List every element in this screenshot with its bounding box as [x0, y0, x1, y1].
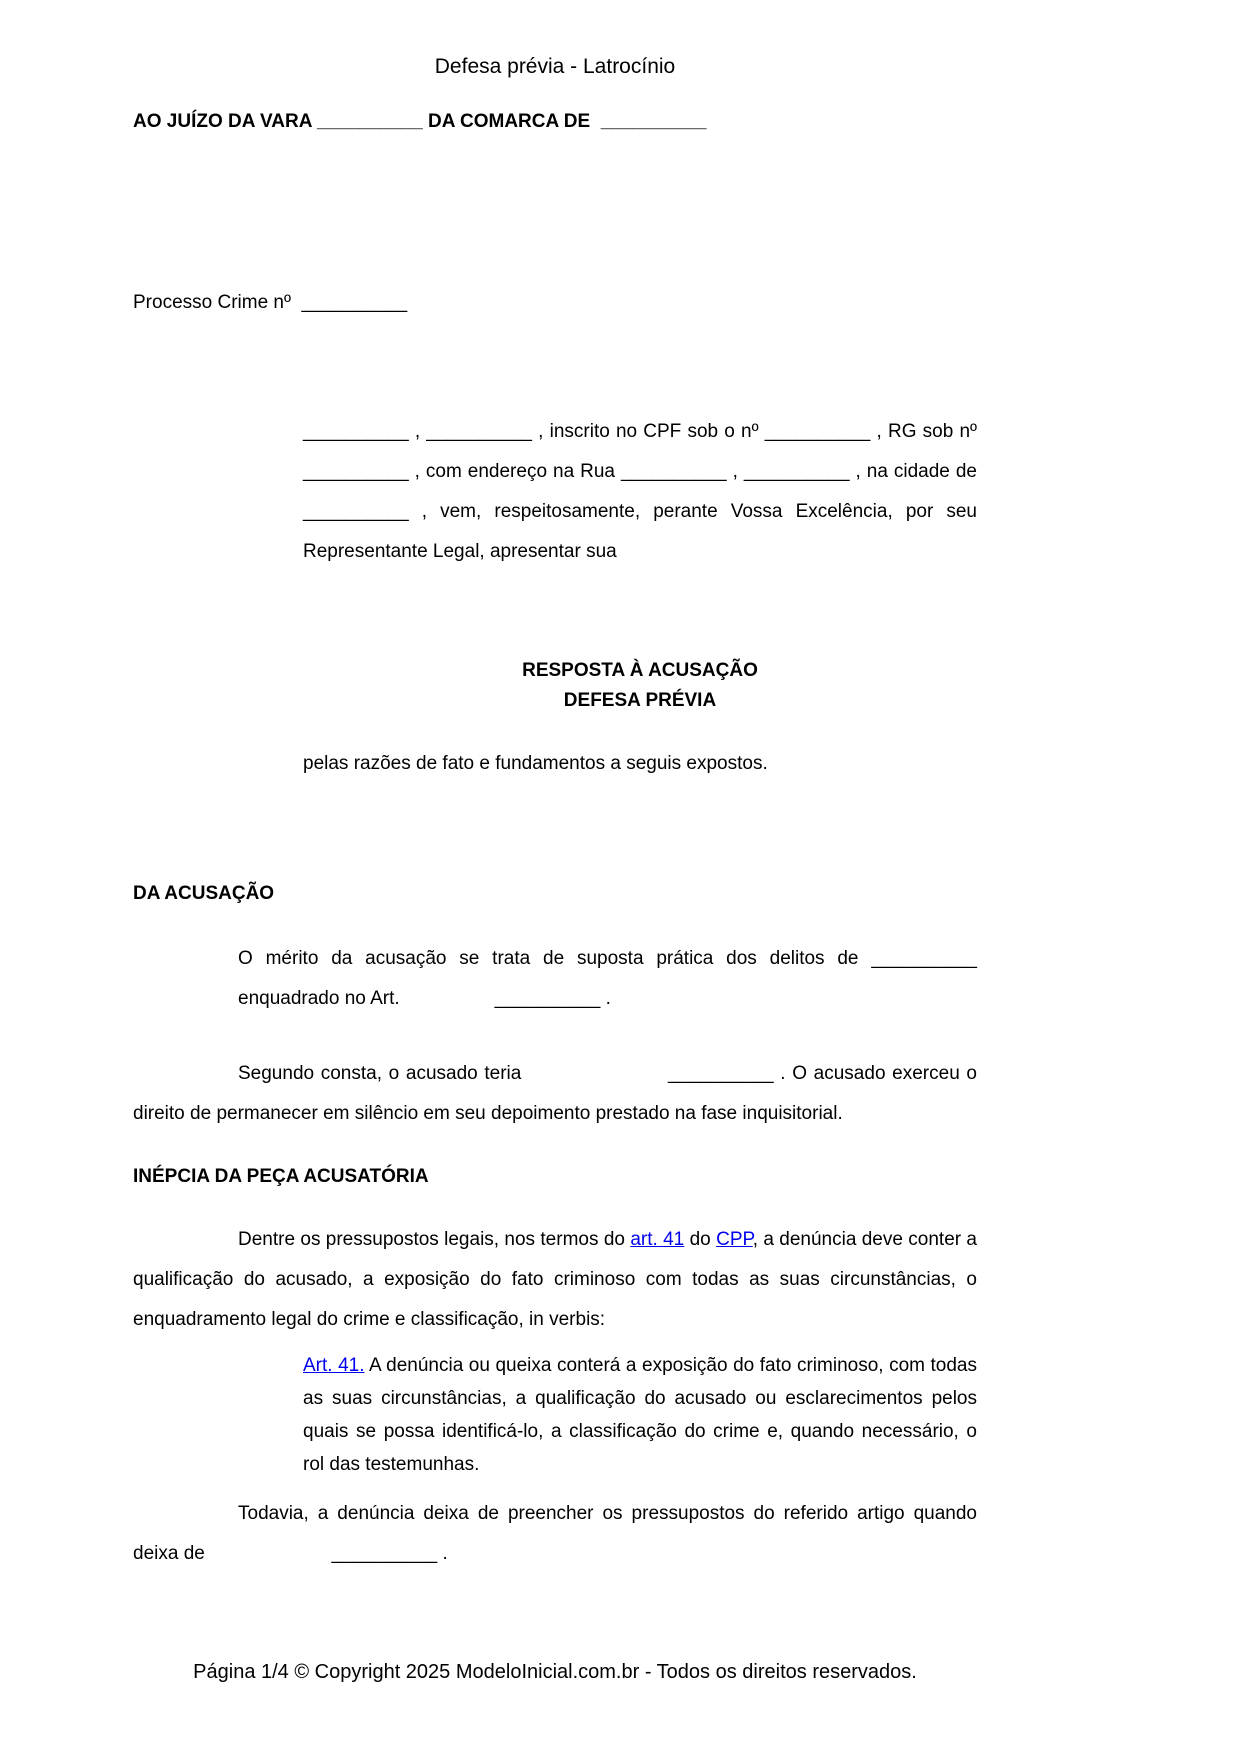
heading-resposta-acusacao: RESPOSTA À ACUSAÇÃO: [522, 660, 758, 681]
link-art-41-quote[interactable]: Art. 41.: [303, 1355, 365, 1376]
quote-text: A denúncia ou queixa conterá a exposição do fato criminoso, com todas as suas circunstâncias, a qualificação do acusado ou esclarecimentos pelos quais se possa identificá-lo, a classificação do crime e, quando necessário, o rol das testemunhas.: [303, 1355, 977, 1475]
paragraph-text: do: [684, 1229, 717, 1250]
intro-reasons-line: pelas razões de fato e fundamentos a seguis expostos.: [303, 753, 768, 774]
page-footer: Página 1/4 © Copyright 2025 ModeloInicial.com.br - Todos os direitos reservados.: [193, 1661, 917, 1683]
section-heading-inepcia: INÉPCIA DA PEÇA ACUSATÓRIA: [133, 1166, 429, 1187]
ineptitude-paragraph-2: Todavia, a denúncia deixa de preencher os pressupostos do referido artigo quando deixa de __________ .: [133, 1503, 977, 1564]
paragraph-text: Dentre os pressupostos legais, nos termos do: [238, 1229, 631, 1250]
accusation-paragraph-2: Segundo consta, o acusado teria __________ . O acusado exerceu o direito de permanecer em silêncio em seu depoimento prestado na fase inquisitorial.: [133, 1063, 977, 1124]
party-qualification-paragraph: __________ , __________ , inscrito no CPF sob o nº __________ , RG sob nº __________ , com endereço na Rua __________ , __________ , na cidade de __________ , vem, respeitosamente, perante Vossa Excelência, por seu Representante Legal, apresentar sua: [303, 421, 977, 562]
link-cpp[interactable]: CPP: [716, 1229, 753, 1250]
accusation-paragraph-1: O mérito da acusação se trata de suposta prática dos delitos de __________ enquadrado no Art. __________ .: [238, 948, 977, 1009]
response-headings: [303, 656, 977, 716]
paragraph-text: , a denúncia deve conter a qualificação do acusado, a exposição do fato criminoso com todas as suas circunstâncias, o enquadramento legal do crime e classificação, in verbis:: [133, 1229, 978, 1330]
heading-defesa-previa: DEFESA PRÉVIA: [563, 690, 717, 711]
document-content: [133, 0, 977, 1574]
addressee-line: AO JUÍZO DA VARA __________ DA COMARCA DE __________: [133, 111, 707, 132]
process-number-line: Processo Crime nº __________: [133, 292, 408, 313]
article-41-quote: [303, 1349, 977, 1481]
section-heading-da-acusacao: DA ACUSAÇÃO: [133, 883, 275, 904]
document-title: Defesa prévia - Latrocínio: [434, 55, 676, 78]
link-art-41[interactable]: art. 41: [630, 1229, 685, 1250]
ineptitude-paragraph-1: [133, 1220, 977, 1340]
